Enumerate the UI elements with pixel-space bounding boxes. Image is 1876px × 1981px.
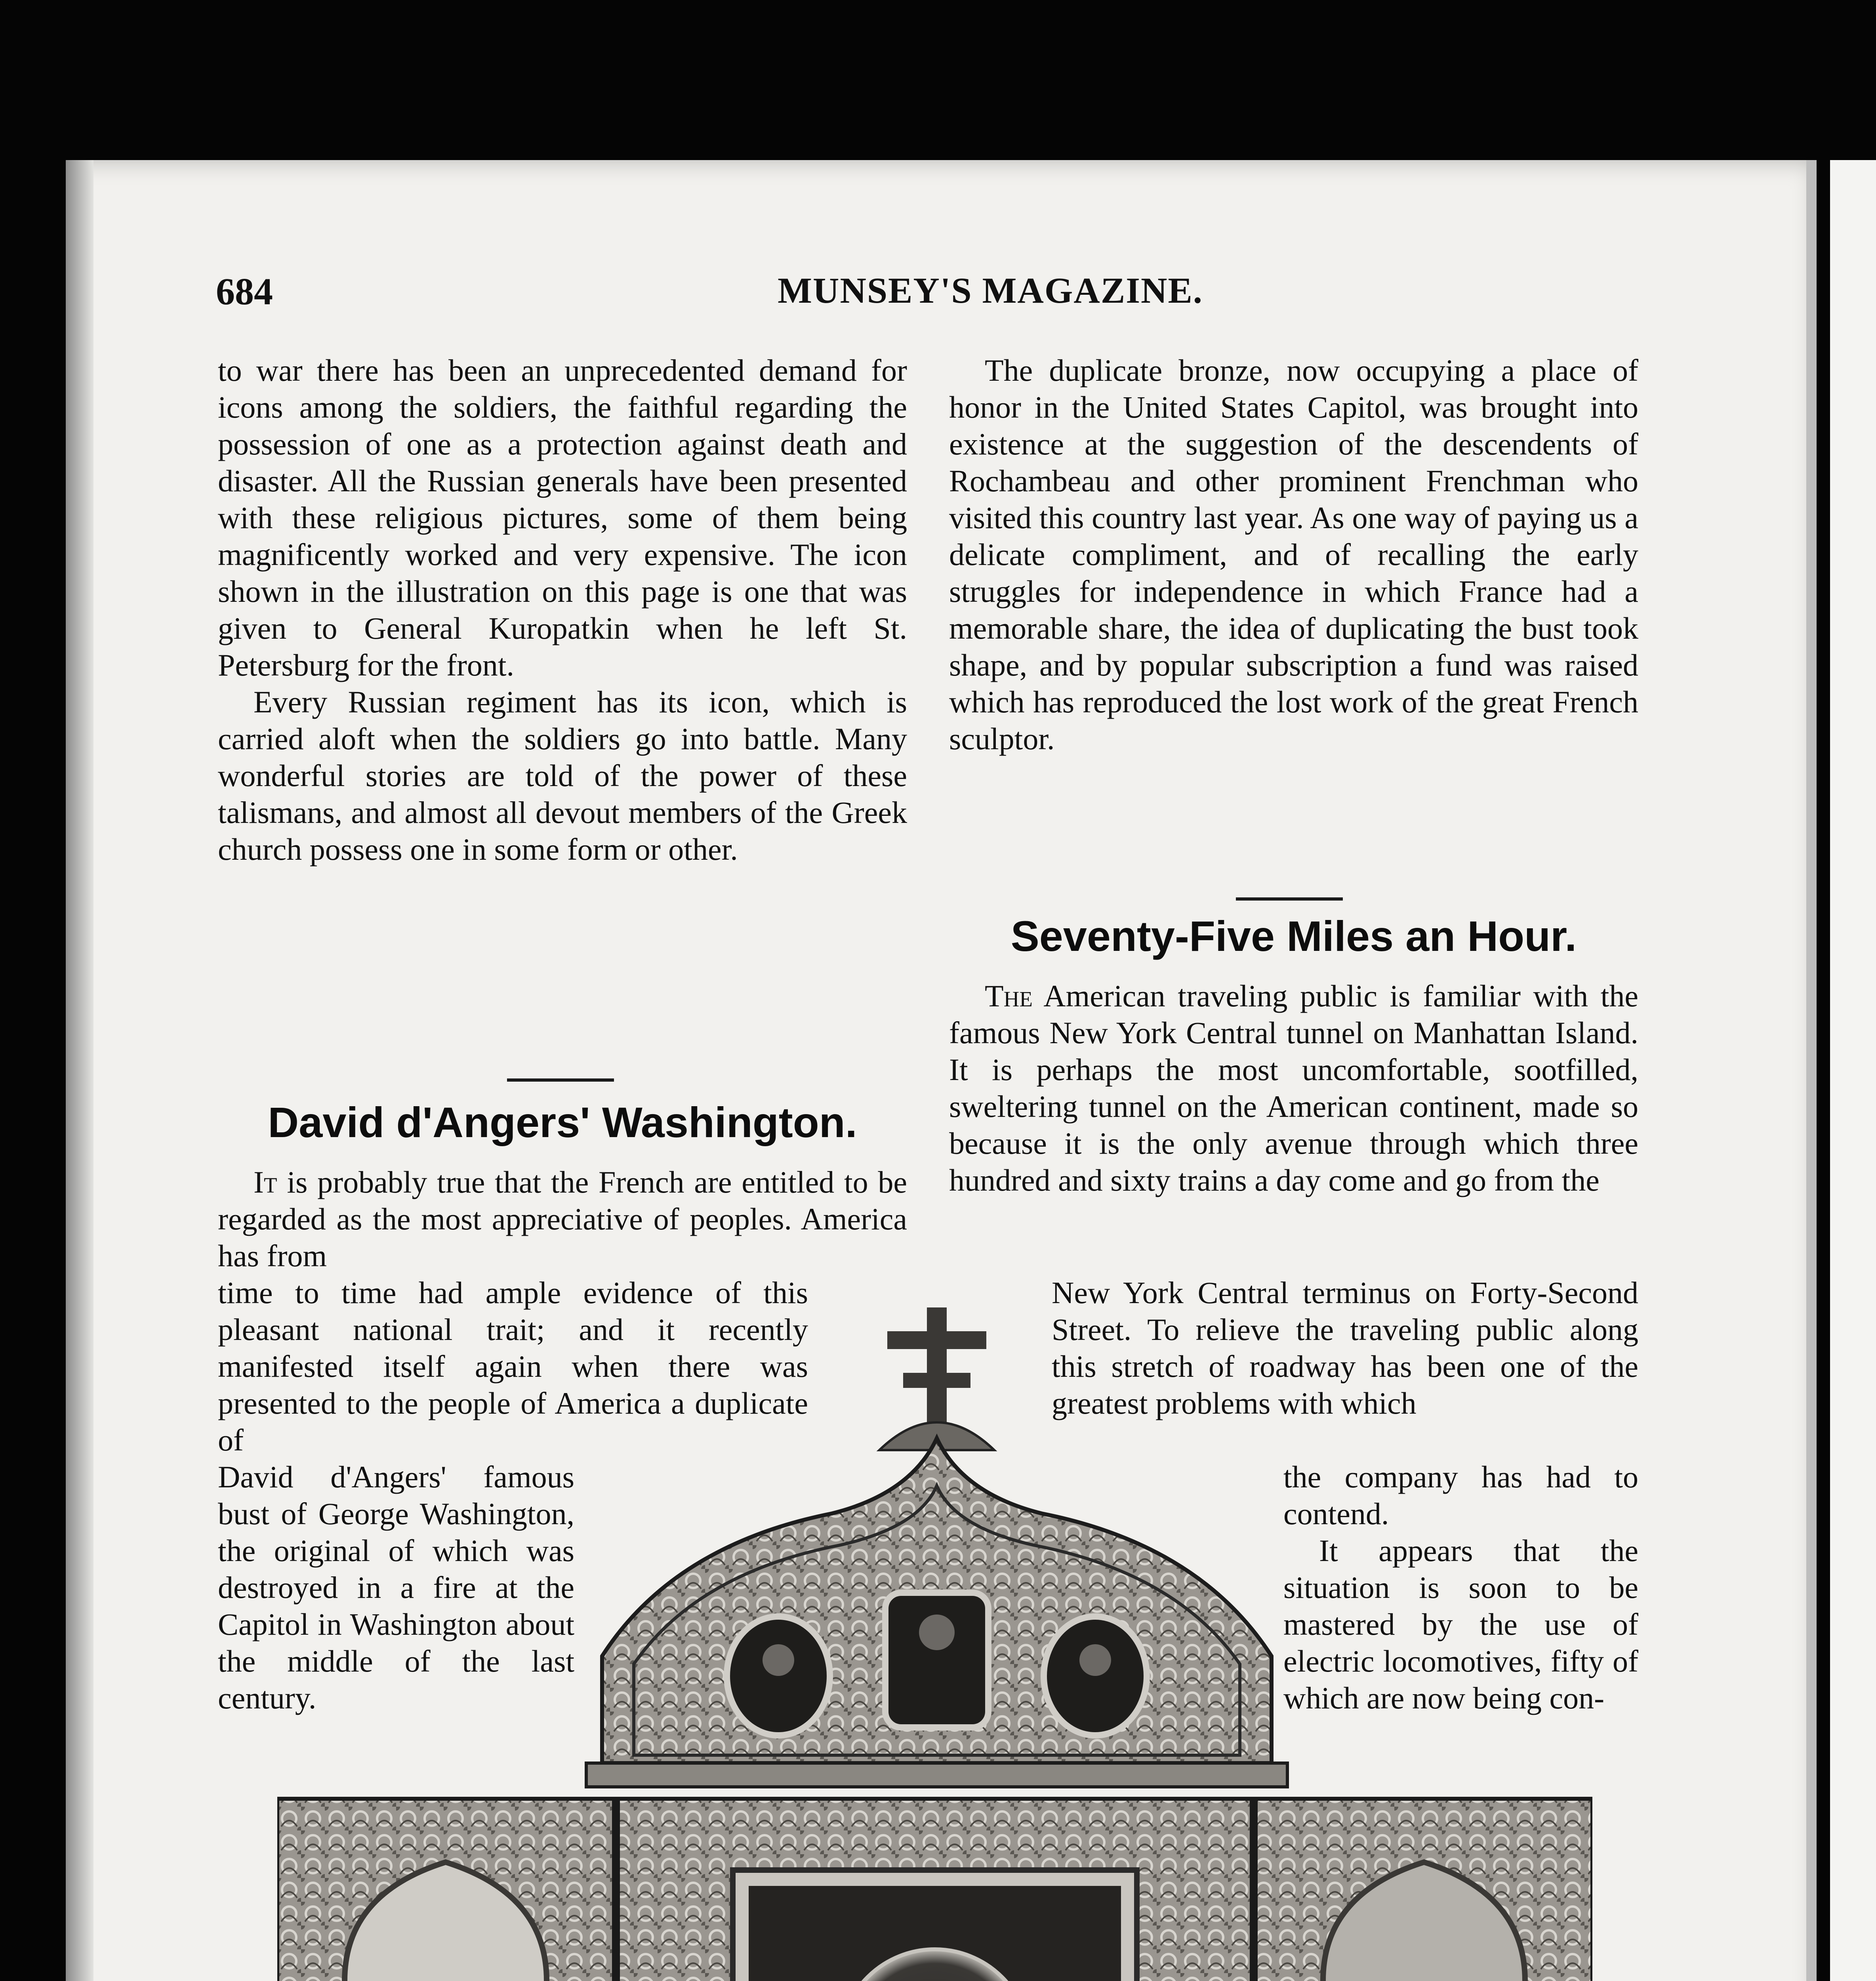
section-divider [1236, 897, 1343, 901]
next-page-edge [1830, 160, 1876, 1981]
washington-text-narrow-1: time to time had ample evidence of this pleasant national trait; and it recently manifested itself again when there was presented to the people of America a duplicate of [218, 1275, 808, 1457]
miles-text-narrow-2: the company has had to contend. [1283, 1460, 1638, 1531]
page-number: 684 [216, 270, 273, 313]
left-paragraph-1: to war there has been an unprecedented demand for icons among the soldiers, the faithful regarding the possession of one as a protection against death and disaster. All the Russian generals have been presented with these religious pictures, some of them being magnificently worked and very expensive. The icon shown in the illustration on this page is one that was given to General Kuropatkin when he left St. Petersburg for the front. [218, 353, 907, 682]
section-divider [507, 1078, 614, 1082]
washington-paragraph-full [218, 1164, 907, 1274]
left-paragraph-2: Every Russian regiment has its icon, which is carried aloft when the soldiers go into battle. Many wonderful stories are told of the power of these talismans, and almost all devout members of the Greek church possess one in some form or other. [218, 685, 907, 866]
left-column [218, 352, 907, 868]
miles-text-full: American traveling public is familiar with the famous New York Central tunnel on Manhattan Island. It is perhaps the most uncomfortable, sootfilled, sweltering tunnel on the American continent, made so because it is the only avenue through which three hundred and sixty trains a day come and go from the [949, 979, 1638, 1197]
icon-crown [586, 1438, 1287, 1787]
right-paragraph-1: The duplicate bronze, now occupying a place of honor in the United States Capitol, was brought into existence at the suggestion of the descendents of Rochambeau and other prominent Frenchman who visited this country last year. As one way of paying us a delicate compliment, and of recalling the early struggles for independence in which France had a memorable share, the idea of duplicating the bust took shape, and by popular subscription a fund was raised which has reproduced the lost work of the great French sculptor. [949, 353, 1638, 756]
running-head: MUNSEY'S MAGAZINE. [778, 270, 1203, 311]
heading-washington: David d'Angers' Washington. [268, 1098, 857, 1146]
miles-text-narrow-1: New York Central terminus on Forty-Second Street. To relieve the traveling public along this stretch of roadway has been one of the greatest problems with which [1052, 1275, 1638, 1420]
washington-text-full: is probably true that the French are entitled to be regarded as the most appreciative of peoples. America has from [218, 1165, 907, 1273]
cross-finial [879, 1307, 994, 1450]
miles-paragraph-2: It appears that the situation is soon to be mastered by the use of electric locomotives, fifty of which are now being con- [1283, 1533, 1638, 1715]
right-column [949, 352, 1638, 757]
page-gutter-shadow [66, 160, 93, 1981]
washington-text-narrow-2: David d'Angers' famous bust of George Washington, the original of which was destroyed in a fire at the Capitol in Washington about the middle of the last century. [218, 1460, 574, 1715]
heading-miles-an-hour: Seventy-Five Miles an Hour. [1010, 912, 1577, 960]
central-panel [618, 1799, 1252, 1981]
left-wing-panel [277, 1799, 614, 1981]
page-right-edge [1806, 160, 1817, 1981]
miles-paragraph-full [949, 977, 1638, 1199]
icon-triptych-illustration [277, 1307, 1592, 1981]
right-wing-panel [1256, 1799, 1592, 1981]
washington-lead-word: It [254, 1165, 277, 1199]
miles-lead-word: The [985, 979, 1033, 1013]
